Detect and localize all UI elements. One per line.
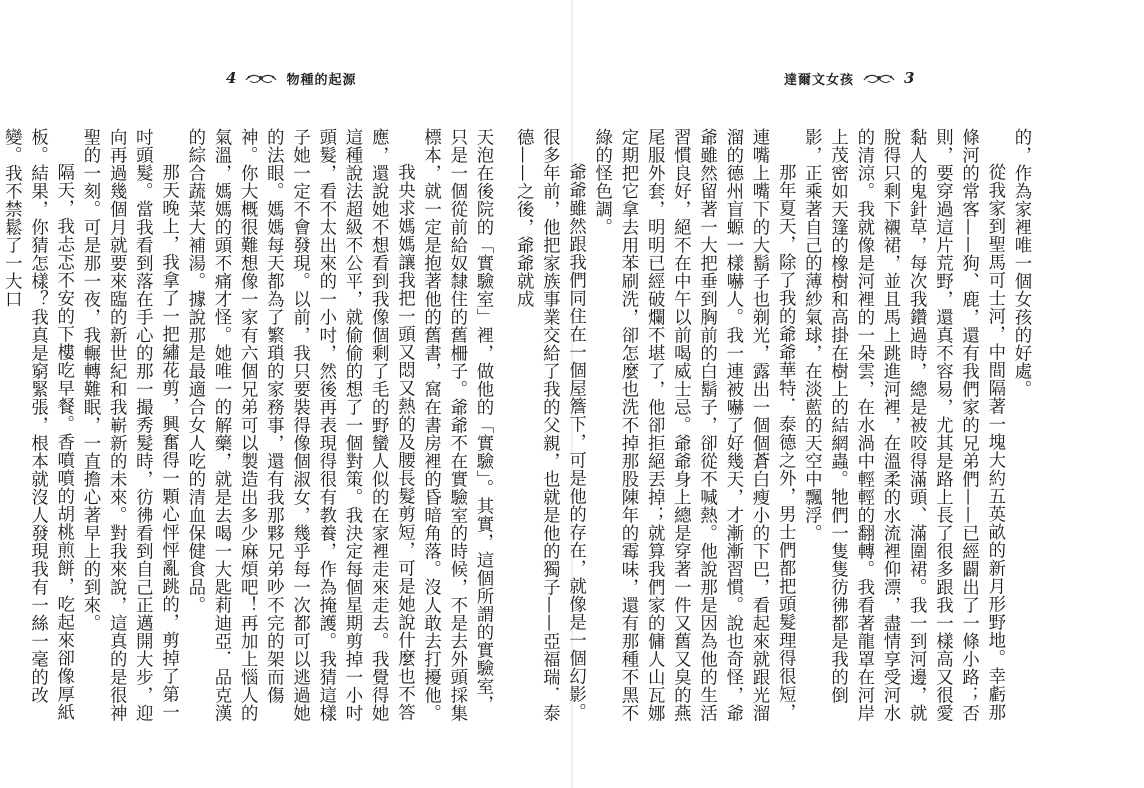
right-page-number: 3	[904, 69, 915, 87]
paragraph: 從我家到聖馬可士河，中間隔著一塊大約五英畝的新月形野地。幸虧那條河的常客——狗、鹿，還有我們家的兄弟們——已經闢出了一條小路；否則，要穿過這片荒野，還真不容易，尤其是路上長了很多跟我一樣高又很愛黏人的鬼針草，每次我鑽過時，總是被咬得滿頭、滿圍裙。我一到河邊，就脫得只剩下襯裙，並且馬上跳進河裡，在溫柔的水流裡仰漂，盡情享受河水的清涼。我就像是河裡的一朵雲，在水渦中輕輕的翻轉。我看著龍罩在河岸上茂密如天篷的橡樹和高掛在樹上的結網蟲。牠們一隻隻彷彿都是我的倒影，正乘著自己的薄紗氣球，在淡藍的天空中飄浮。	[801, 128, 1005, 722]
paragraph: 隔天，我忐忑不安的下樓吃早餐。香噴噴的胡桃煎餅，吃起來卻像厚紙板。結果，你猜怎樣？我真是窮緊張，根本就沒人發現我有一絲一毫的改變。我不禁鬆了一大口	[1, 128, 74, 721]
left-page-header	[226, 66, 356, 90]
paragraph: 那天晚上，我拿了一把繡花剪，興奮得一顆心怦怦亂跳的，剪掉了第一吋頭髮。當我看到落在手心的那一撮秀髮時，彷彿看到自己正邁開大步，迎向再過幾個月就要來臨的新世紀和我嶄新的未來。對我來說，這真的是很神聖的一刻。可是那一夜，我輾轉難眠，一直擔心著早上的到來。	[79, 128, 179, 722]
right-page-text	[513, 128, 1034, 728]
right-running-title: 達爾文女孩	[784, 72, 855, 88]
left-running-title: 物種的起源	[286, 72, 357, 88]
paragraph: 那年夏天，除了我的爺爺華特．泰德之外，男士們都把頭髮理得很短，連嘴上嘴下的大鬍子也剃光，露出一個個蒼白瘦小的下巴，看起來就跟光溜溜的德州盲螈一樣嚇人。我一連被嚇了好幾天，才漸漸習慣。說也奇怪，爺爺雖然留著一大把垂到胸前的白鬍子，卻從不喊熱。他說那是因為他的生活習慣良好，絕不在中午以前喝威士忌。爺爺身上總是穿著一件又舊又臭的燕尾服外套，明明已經破爛不堪了，他卻拒絕丟掉；就算我們家的傭人山瓦娜定期把它拿去用苯刷洗，卻怎麼也洗不掉那股陳年的霉味，還有那種不黑不綠的怪色調。	[591, 128, 796, 722]
floral-ornament-icon	[862, 70, 896, 86]
paragraph: 天泡在後院的「實驗室」裡，做他的「實驗」。其實，這個所謂的實驗室，只是一個從前給奴隸住的舊柵子。爺爺不在實驗室的時候，不是去外頭採集標本，就一定是抱著他的舊書，窩在書房裡的昏暗角落。沒人敢去打擾他。	[420, 128, 493, 722]
paragraph: 的，作為家裡唯一個女孩的好處。	[1011, 128, 1031, 398]
right-page	[513, 0, 1144, 788]
paragraph: 爺爺雖然跟我們同住在一個屋簷下，可是他的存在，就像是一個幻影。很多年前，他把家族事業交給了我的父親，也就是他的獨子——亞福瑞．泰德——之後，爺爺就成	[513, 128, 586, 722]
paragraph: 我央求媽媽讓我把一頭又悶又熱的及腰長髮剪短，可是她說什麼也不答應，還說她不想看到我像個剩了毛的野蠻人似的在家裡走來走去。我覺得她這種說法超級不公平，就偷偷的想了一個對策。我決定每個星期剪掉一小吋頭髮，看不太出來的一小吋，然後再表現得很有教養，作為掩護。我猜這樣子她一定不會發現。以前，我只要裝得像個淑女，幾乎每一次都可以逃過她的法眼。媽媽每天都為了繁瑣的家務事，還有我那夥兄弟吵不完的架而傷神。你大概很難想像一家有六個兄弟可以製造出多少麻煩吧！再加上惱人的氣溫，媽媽的頭不痛才怪。她唯一的解藥，就是去喝一大匙莉迪亞．品克漢的綜合蔬菜大補湯。據說那是最適合女人吃的清血保健食品。	[184, 128, 415, 722]
right-page-header	[784, 66, 914, 90]
left-page-text	[1, 128, 496, 728]
floral-ornament-icon	[244, 70, 278, 86]
left-page-number: 4	[226, 69, 237, 87]
